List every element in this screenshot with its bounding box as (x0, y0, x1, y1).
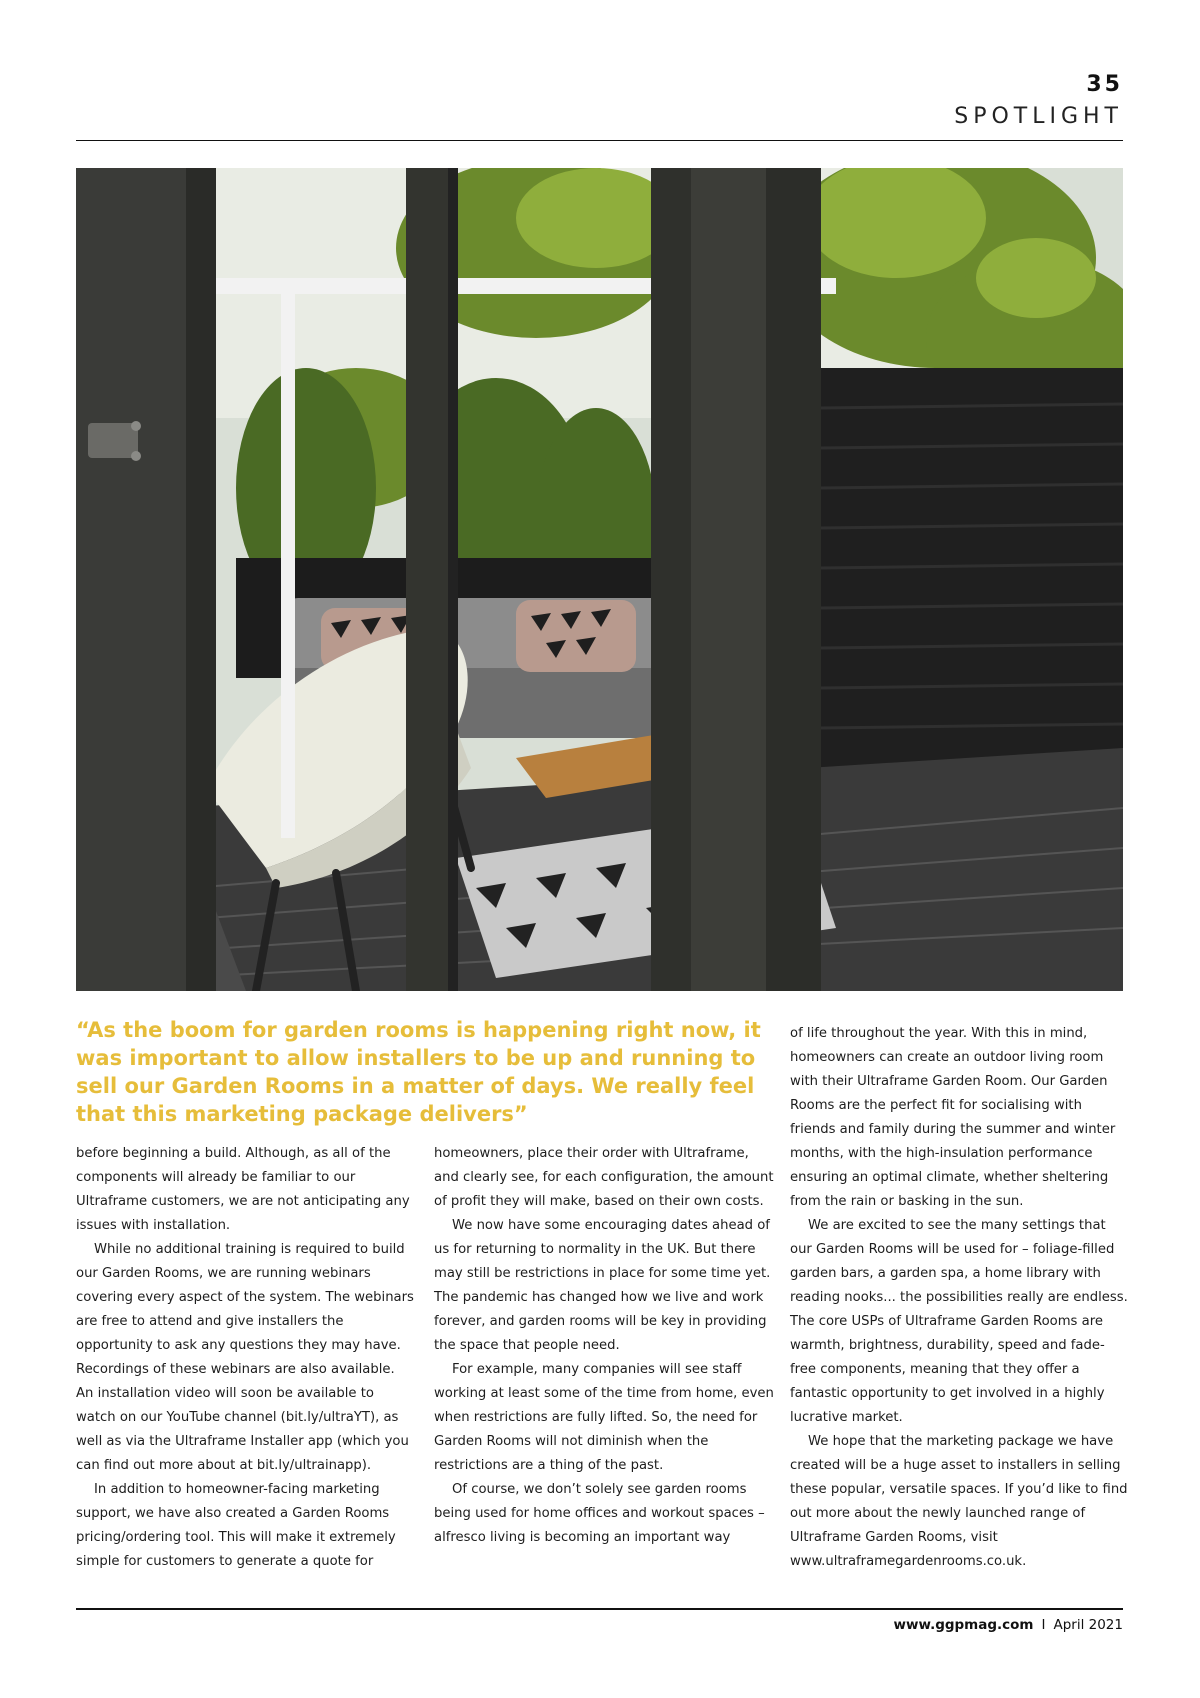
footer-website: www.ggpmag.com (893, 1617, 1034, 1633)
header-divider (76, 140, 1123, 141)
paragraph: We hope that the marketing package we have created will be a huge asset to installers in selling these popular, versatile spaces. If you’d like to find out more about the newly launched range of Ultraframe Garden Rooms, visit www.ultraframegardenrooms.co.uk. (790, 1434, 1128, 1569)
paragraph: In addition to homeowner-facing marketing support, we have also created a Garden Rooms pricing/ordering tool. This will make it extremely simple for customers to generate a quote for (76, 1482, 396, 1569)
article-column-1 (76, 1142, 416, 1574)
section-title: SPOTLIGHT (954, 104, 1123, 129)
paragraph: We are excited to see the many settings that our Garden Rooms will be used for – foliage-filled garden bars, a garden spa, a home library with reading nooks... the possibilities really are endless. The core USPs of Ultraframe Garden Rooms are warmth, brightness, durability, speed and fade-free components, meaning that they offer a fantastic opportunity to get involved in a highly lucrative market. (790, 1218, 1128, 1425)
footer-divider (76, 1608, 1123, 1610)
garden-room-photo (76, 168, 1123, 991)
paragraph: For example, many companies will see staff working at least some of the time from home, even when restrictions are fully lifted. So, the need for Garden Rooms will not diminish when the restrictions are a thing of the past. (434, 1362, 774, 1473)
footer-issue-date: April 2021 (1053, 1617, 1123, 1633)
paragraph: homeowners, place their order with Ultraframe, and clearly see, for each configuration, the amount of profit they will make, based on their own costs. (434, 1146, 774, 1209)
footer-separator: I (1041, 1617, 1046, 1633)
footer (894, 1617, 1123, 1633)
paragraph: of life throughout the year. With this in mind, homeowners can create an outdoor living room with their Ultraframe Garden Room. Our Garden Rooms are the perfect fit for socialising with friends and family during the summer and winter months, with the high-insulation performance ensuring an optimal climate, whether sheltering from the rain or basking in the sun. (790, 1026, 1116, 1209)
article-column-2 (434, 1142, 774, 1550)
paragraph: We now have some encouraging dates ahead of us for returning to normality in the UK. But there may still be restrictions in place for some time yet. The pandemic has changed how we live and work forever, and garden rooms will be key in providing the space that people need. (434, 1218, 771, 1353)
pull-quote: “As the boom for garden rooms is happening right now, it was important to allow installers to be up and running to sell our Garden Rooms in a matter of days. We really feel that this marketing package delivers” (76, 1018, 761, 1126)
paragraph: before beginning a build. Although, as all of the components will already be familiar to our Ultraframe customers, we are not anticipating any issues with installation. (76, 1146, 410, 1233)
article-column-3 (790, 1022, 1130, 1574)
page-number: 35 (1086, 72, 1123, 97)
paragraph: Of course, we don’t solely see garden rooms being used for home offices and workout spaces – alfresco living is becoming an important way (434, 1482, 765, 1545)
paragraph: While no additional training is required to build our Garden Rooms, we are running webinars covering every aspect of the system. The webinars are free to attend and give installers the opportunity to ask any questions they may have. Recordings of these webinars are also available. An installation video will soon be available to watch on our YouTube channel (bit.ly/ultraYT), as well as via the Ultraframe Installer app (which you can find out more about at bit.ly/ultrainapp). (76, 1242, 414, 1473)
